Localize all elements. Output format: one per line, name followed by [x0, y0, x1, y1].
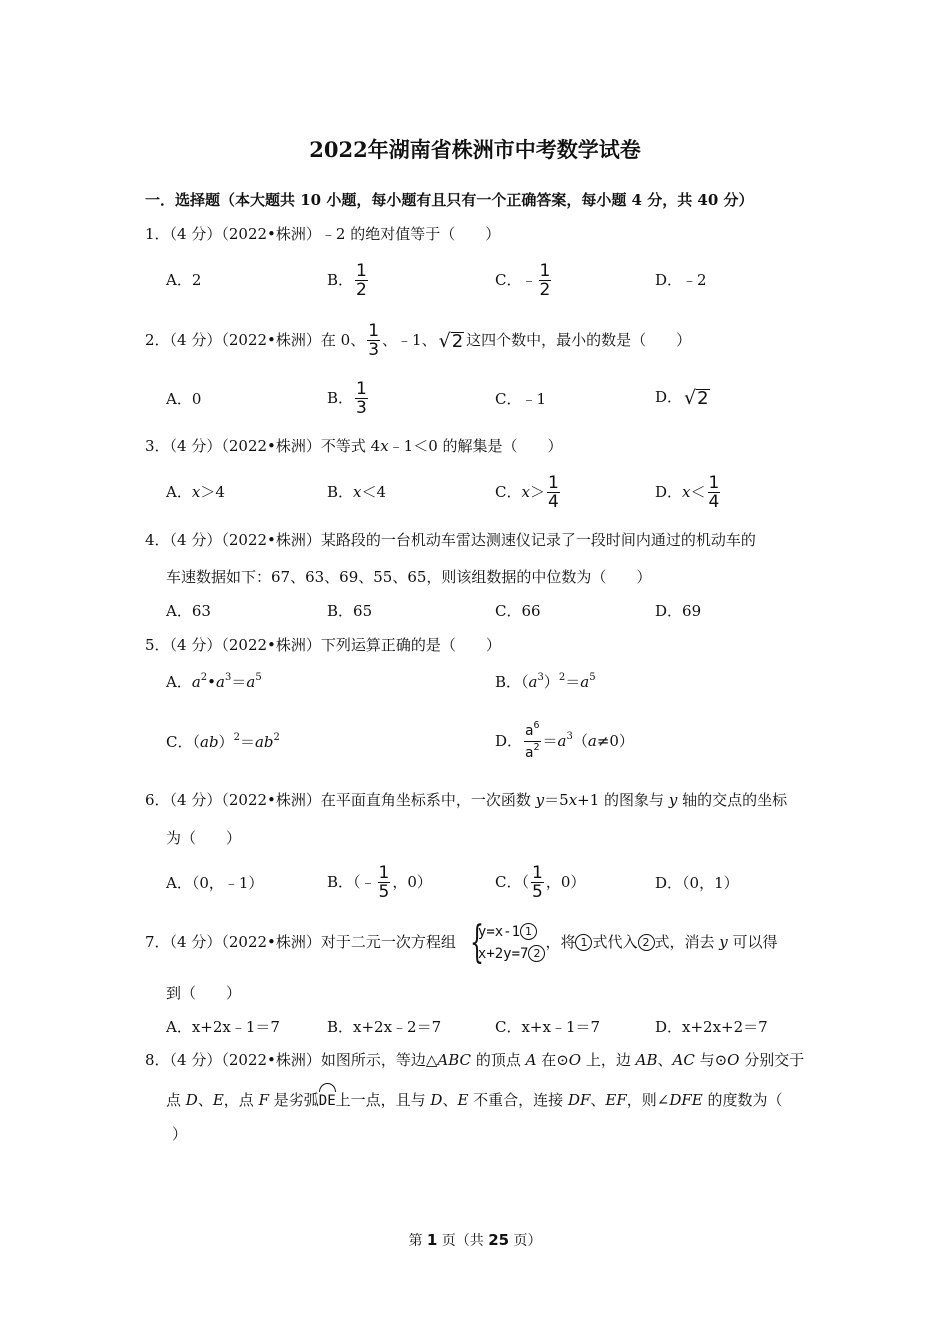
- question-6-stem-line1: [145, 790, 787, 810]
- numerator: 1: [531, 863, 543, 883]
- fraction: [355, 263, 368, 299]
- variable-a: a: [587, 732, 597, 750]
- q2-option-d[interactable]: [655, 387, 712, 409]
- stem-text: ，点: [223, 1091, 259, 1109]
- stem-text: 分别交于: [739, 1051, 805, 1069]
- question-8-stem-line2: [166, 1087, 783, 1111]
- radicand: 2: [451, 330, 464, 352]
- triangle-abc: ABC: [437, 1051, 472, 1069]
- stem-text: 轴的交点的坐标: [677, 791, 788, 809]
- stem-text: ，则∠: [626, 1091, 670, 1109]
- variable-x: x: [380, 437, 389, 455]
- q1-option-a[interactable]: A．2: [166, 271, 202, 289]
- q2-option-c[interactable]: C．﹣1: [495, 390, 547, 408]
- equation-1: [478, 921, 546, 943]
- paren: ）: [218, 733, 234, 751]
- variable-x: x: [521, 483, 530, 501]
- q6-option-c[interactable]: [495, 862, 585, 902]
- fraction: [547, 475, 560, 511]
- stem-text: 上，边: [581, 1051, 636, 1069]
- fraction: [355, 381, 368, 417]
- option-label: D．: [655, 483, 683, 501]
- dot: •: [207, 673, 217, 691]
- variable-x: x: [682, 483, 691, 501]
- sqrt-expression: √2: [438, 329, 464, 352]
- stem-text: 可以得: [727, 933, 778, 951]
- exponent: 5: [255, 672, 262, 683]
- point-f: F: [258, 1091, 269, 1109]
- exponent: 2: [233, 732, 240, 743]
- q5-option-c[interactable]: [166, 732, 280, 752]
- numerator: 1: [539, 261, 551, 281]
- variable-a: a: [557, 732, 567, 750]
- equation-text: x+2y=7: [477, 946, 529, 962]
- point-o: O: [568, 1051, 582, 1069]
- question-3-stem: [145, 436, 563, 456]
- equation-text: y=x-1: [477, 924, 521, 940]
- denominator: [524, 741, 540, 763]
- numerator: 1: [708, 473, 720, 493]
- option-label: B．: [495, 673, 522, 691]
- q4-option-c[interactable]: C．66: [495, 602, 541, 620]
- point-e: E: [457, 1091, 469, 1109]
- option-label: B．: [327, 271, 354, 289]
- q2-option-b[interactable]: [327, 378, 370, 418]
- exponent: 2: [273, 732, 280, 743]
- option-label: C．: [166, 733, 193, 751]
- variable-a: a: [580, 673, 590, 691]
- minus-sign: ﹣: [521, 271, 537, 289]
- variable-a: a: [246, 673, 256, 691]
- stem-text: 点: [166, 1091, 186, 1109]
- variable-a: a: [191, 673, 201, 691]
- page-title: 2022年湖南省株洲市中考数学试卷: [309, 137, 641, 162]
- stem-text: 与⊙: [694, 1051, 728, 1069]
- section-heading: 一．选择题（本大题共 10 小题，每小题有且只有一个正确答案，每小题 4 分，共 40 分）: [145, 191, 754, 209]
- numerator: [524, 721, 540, 741]
- numerator: 1: [356, 261, 367, 281]
- option-label: B．: [327, 389, 354, 407]
- exponent: 3: [224, 672, 232, 683]
- page-footer: [0, 1230, 950, 1251]
- equals: ＝: [231, 673, 247, 691]
- q5-option-a[interactable]: [166, 672, 262, 692]
- q7-option-c[interactable]: C．x+x﹣1＝7: [495, 1018, 601, 1036]
- relation: ＜: [690, 483, 706, 501]
- arc-de: [319, 1087, 336, 1111]
- footer-text: 第: [408, 1233, 427, 1249]
- paren: ）: [543, 673, 559, 691]
- q4-option-a[interactable]: A．63: [166, 602, 211, 620]
- page-number: 1: [426, 1231, 438, 1249]
- option-label: C．: [495, 483, 522, 501]
- option-label: D．: [495, 732, 523, 750]
- stem-text: 式，消去: [654, 933, 720, 951]
- total-pages: 25: [488, 1231, 510, 1249]
- arc-mark: [319, 1083, 336, 1092]
- denominator: 3: [368, 340, 380, 360]
- footer-text: 页）: [509, 1233, 542, 1249]
- numerator: 1: [356, 379, 367, 399]
- circled-number: 2: [638, 934, 655, 951]
- question-5-stem: 5．（4 分）（2022•株洲）下列运算正确的是（ ）: [145, 636, 501, 654]
- stem-text: 的顶点: [471, 1051, 526, 1069]
- stem-text: 上一点，且与: [335, 1091, 431, 1109]
- q4-option-b[interactable]: B．65: [327, 602, 373, 620]
- option-label: B．（﹣: [327, 873, 376, 891]
- stem-text: 是劣弧: [268, 1091, 319, 1109]
- question-7-stem-line1: [145, 916, 778, 968]
- radicand: 2: [697, 387, 709, 409]
- q6-option-d[interactable]: D．（0，1）: [655, 874, 739, 892]
- stem-text: 在⊙: [536, 1051, 569, 1069]
- relation: ＜4: [361, 483, 387, 501]
- equals: ＝: [239, 733, 255, 751]
- stem-text: ﹣1＜0 的解集是（ ）: [388, 437, 563, 455]
- stem-text: +1 的图象与: [577, 791, 669, 809]
- q7-option-a[interactable]: A．x+2x﹣1＝7: [166, 1018, 280, 1036]
- point-a: A: [525, 1051, 537, 1069]
- denominator: 5: [531, 882, 543, 902]
- variable-ab: ab: [254, 733, 274, 751]
- fraction: [378, 865, 391, 901]
- variable-a: a: [216, 673, 225, 691]
- relation: ＞4: [200, 483, 225, 501]
- circled-number: 1: [575, 934, 592, 951]
- sqrt-expression: √2: [684, 386, 709, 409]
- option-label: A．: [166, 483, 192, 501]
- paren: （: [572, 732, 588, 750]
- fraction: [539, 263, 552, 299]
- circled-number: 2: [528, 945, 545, 962]
- separator: 、: [442, 1091, 458, 1109]
- stem-text: 6．（4 分）（2022•株洲）在平面直角坐标系中，一次函数: [145, 791, 536, 809]
- exponent: 3: [566, 731, 573, 742]
- denominator: 2: [356, 280, 367, 300]
- footer-text: 页（共: [437, 1233, 489, 1249]
- segment-ef: EF: [605, 1091, 627, 1109]
- separator: 、: [197, 1091, 213, 1109]
- left-brace: {: [469, 917, 484, 968]
- variable-y: y: [668, 791, 678, 809]
- q5-option-d[interactable]: [495, 710, 634, 772]
- numerator: 1: [378, 863, 390, 883]
- exponent: 6: [533, 720, 540, 731]
- stem-text: 这四个数中，最小的数是（ ）: [466, 331, 692, 349]
- exponent: 5: [589, 672, 596, 683]
- segment-ab: AB: [635, 1051, 658, 1069]
- q1-option-c[interactable]: [495, 260, 553, 300]
- stem-text: 8．（4 分）（2022•株洲）如图所示，等边△: [145, 1051, 438, 1069]
- numerator: 1: [368, 321, 380, 341]
- stem-text: 7．（4 分）（2022•株洲）对于二元一次方程组: [145, 933, 456, 951]
- circled-number: 1: [520, 923, 537, 940]
- variable-y: y: [535, 791, 545, 809]
- variable-x: x: [568, 791, 578, 809]
- variable-y: y: [719, 933, 728, 951]
- exponent: 2: [533, 742, 540, 753]
- question-6-stem-line2: 为（ ）: [166, 829, 242, 847]
- point-o: O: [727, 1051, 740, 1069]
- denominator: 5: [378, 882, 390, 902]
- paren: （: [521, 673, 529, 691]
- equals: ＝: [542, 732, 558, 750]
- q5-option-b[interactable]: [495, 672, 596, 692]
- stem-text: 3．（4 分）（2022•株洲）不等式 4: [145, 437, 381, 455]
- stem-text: 、﹣1、: [382, 331, 437, 349]
- question-2-stem: [145, 318, 691, 364]
- fraction: [367, 323, 380, 359]
- q6-option-b[interactable]: [327, 862, 432, 902]
- fraction: [531, 865, 544, 901]
- stem-text: ，将: [545, 933, 576, 951]
- equation-system: [478, 921, 546, 965]
- arc-label: DE: [318, 1093, 336, 1109]
- q3-option-b[interactable]: [327, 482, 386, 502]
- q3-option-c[interactable]: [495, 472, 562, 512]
- segment-df: DF: [567, 1091, 591, 1109]
- question-8-stem-line1: [145, 1050, 804, 1070]
- q4-option-d[interactable]: D．69: [655, 602, 702, 620]
- segment-ac: AC: [672, 1051, 695, 1069]
- stem-text: 不重合，连接: [468, 1091, 568, 1109]
- variable-a: a: [525, 745, 534, 761]
- option-tail: ，0）: [392, 873, 432, 891]
- angle-dfe: DFE: [669, 1091, 703, 1109]
- numerator: 1: [547, 473, 559, 493]
- question-1-stem: 1．（4 分）（2022•株洲）﹣2 的绝对值等于（ ）: [145, 225, 501, 243]
- point-d: D: [185, 1091, 198, 1109]
- denominator: 4: [708, 492, 720, 512]
- variable-x: x: [191, 483, 201, 501]
- q2-option-a[interactable]: A．0: [166, 390, 202, 408]
- point-e: E: [212, 1091, 224, 1109]
- denominator: 2: [539, 280, 551, 300]
- variable-a: a: [525, 723, 534, 739]
- q7-option-d[interactable]: D．x+2x+2＝7: [655, 1018, 768, 1036]
- equation-2: [478, 943, 546, 965]
- question-7-stem-line2: 到（ ）: [166, 984, 242, 1002]
- variable-a: a: [528, 673, 538, 691]
- question-4-stem-line1: 4．（4 分）（2022•株洲）某路段的一台机动车雷达测速仪记录了一段时间内通过的机动车的: [145, 531, 756, 549]
- stem-text: 的度数为（: [702, 1091, 783, 1109]
- option-label: A．: [166, 673, 192, 691]
- variable-ab: ab: [200, 733, 219, 751]
- denominator: 3: [356, 398, 367, 418]
- point-d: D: [430, 1091, 443, 1109]
- q3-option-a[interactable]: [166, 482, 225, 502]
- separator: 、: [590, 1091, 606, 1109]
- q1-option-b[interactable]: [327, 260, 370, 300]
- paren: （: [192, 733, 200, 751]
- condition: ≠0）: [596, 732, 634, 750]
- option-tail: ，0）: [545, 873, 586, 891]
- stem-text: 、: [657, 1051, 673, 1069]
- denominator: 4: [547, 492, 559, 512]
- question-4-stem-line2: 车速数据如下：67、63、69、55、65，则该组数据的中位数为（ ）: [166, 568, 652, 586]
- q3-option-d[interactable]: [655, 472, 722, 512]
- option-label: D．: [655, 388, 683, 406]
- q7-option-b[interactable]: B．x+2x﹣2＝7: [327, 1018, 442, 1036]
- option-label: C．（: [495, 873, 529, 891]
- option-label: B．: [327, 483, 354, 501]
- exponent: 3: [537, 672, 544, 683]
- q6-option-a[interactable]: A．（0，﹣1）: [166, 874, 264, 892]
- relation: ＞: [529, 483, 545, 501]
- fraction: [708, 475, 721, 511]
- question-8-stem-line3: ）: [172, 1125, 188, 1143]
- exponent: 2: [200, 672, 208, 683]
- stem-text: 2．（4 分）（2022•株洲）在 0、: [145, 331, 366, 349]
- option-label: C．: [495, 271, 522, 289]
- q1-option-d[interactable]: D．﹣2: [655, 271, 707, 289]
- exponent: 2: [558, 672, 566, 683]
- variable-x: x: [353, 483, 362, 501]
- stem-text: ＝5: [544, 791, 569, 809]
- fraction: [524, 721, 540, 763]
- equals: ＝: [565, 673, 581, 691]
- stem-text: 式代入: [592, 933, 638, 951]
